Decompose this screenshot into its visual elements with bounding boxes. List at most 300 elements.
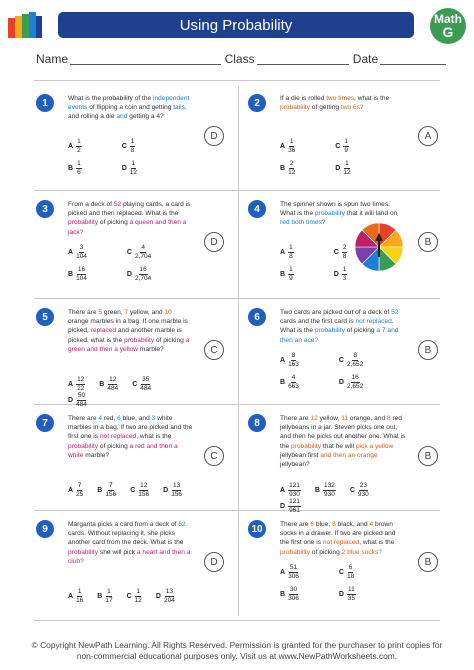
answer-option[interactable] <box>132 376 151 392</box>
page-title: Using Probability <box>58 12 414 38</box>
logo-icon <box>6 10 46 40</box>
question-number: 9 <box>36 520 54 538</box>
answer-option[interactable] <box>280 266 294 282</box>
answer-option[interactable] <box>339 374 363 390</box>
question-text <box>68 520 194 566</box>
question-text-part: probability <box>68 548 99 556</box>
answer-option[interactable] <box>68 376 85 392</box>
option-letter: B <box>280 378 286 386</box>
fraction-numerator: 12 <box>77 376 85 383</box>
answer-option[interactable] <box>280 138 295 154</box>
question-text-part: that it will land on <box>344 210 398 218</box>
question-text-part: jellybean? <box>280 461 310 469</box>
question-text-part: probability <box>280 548 311 556</box>
option-fraction <box>288 564 299 580</box>
option-letter: C <box>126 592 132 600</box>
option-letter: A <box>280 248 286 256</box>
question-text-part: , what is the <box>359 539 395 547</box>
option-letter: D <box>126 270 132 278</box>
answer-option[interactable] <box>68 160 82 176</box>
answer-option[interactable] <box>335 160 350 176</box>
question-text-part: There are <box>68 309 99 316</box>
question-text-part: black, and <box>335 521 370 528</box>
option-fraction <box>288 266 294 282</box>
answer-option[interactable] <box>122 160 137 176</box>
option-fraction <box>107 376 118 392</box>
question-text-part: marble? <box>83 451 110 459</box>
fraction-numerator: 1 <box>344 138 348 145</box>
fraction-denominator: 22 <box>77 384 85 392</box>
question-text-part: , what is the <box>136 433 172 441</box>
fraction-numerator: 35 <box>142 376 150 383</box>
fraction-numerator: 6 <box>348 564 353 571</box>
answer-options <box>280 586 410 602</box>
question-text-part: There are <box>68 415 99 422</box>
answer-option[interactable] <box>127 588 142 604</box>
question-card-6 <box>248 308 448 410</box>
question-text-part: There are <box>280 521 311 528</box>
question-text <box>280 308 406 345</box>
fraction-denominator: 306 <box>288 594 299 602</box>
option-letter: C <box>132 380 138 388</box>
question-text-part: a queen and then a jack? <box>68 219 187 236</box>
question-text-part: and then an orange <box>320 451 378 459</box>
question-text-part: , and rolling a die <box>68 104 187 121</box>
answer-options <box>68 160 198 176</box>
option-letter: D <box>163 486 169 494</box>
fraction-denominator: 9 <box>289 274 293 282</box>
question-text-part: 52 <box>391 309 399 316</box>
question-text-part: not replaced <box>322 539 360 547</box>
answer-option[interactable] <box>68 392 87 408</box>
option-fraction <box>76 244 87 260</box>
fraction-denominator: 930 <box>357 490 369 498</box>
option-letter: D <box>335 164 341 172</box>
question-text-part: jellybean first <box>280 451 321 459</box>
question-card-8 <box>248 414 448 516</box>
answer-key-circle[interactable]: B <box>418 446 438 466</box>
answer-option[interactable] <box>280 160 295 176</box>
question-text-part: of picking <box>344 327 377 335</box>
answer-option[interactable] <box>339 586 356 602</box>
class-label: Class <box>224 52 255 66</box>
option-letter: D <box>68 396 74 404</box>
question-text-part: What is the probability of the <box>68 95 154 102</box>
fraction-numerator: 132 <box>323 482 335 489</box>
option-letter: D <box>121 164 127 172</box>
option-fraction <box>135 266 151 282</box>
option-fraction <box>76 160 82 176</box>
question-text-part: , what is the <box>354 95 390 102</box>
fraction-denominator: 104 <box>76 274 87 282</box>
question-number: 6 <box>248 308 266 326</box>
answer-key-circle[interactable]: D <box>204 126 224 146</box>
fraction-numerator: 30 <box>289 586 298 593</box>
date-label: Date <box>352 52 379 66</box>
option-letter: B <box>68 164 74 172</box>
fraction-numerator: 23 <box>359 482 367 489</box>
option-fraction <box>138 482 149 498</box>
question-text-part: two times <box>326 95 355 102</box>
question-text-part: orange, and <box>348 415 387 422</box>
fraction-numerator: 3 <box>79 244 84 251</box>
fraction-denominator: 104 <box>76 252 87 260</box>
fraction-numerator: 16 <box>139 266 147 273</box>
answer-option[interactable] <box>68 266 87 282</box>
answer-option[interactable] <box>350 482 369 498</box>
question-number: 1 <box>36 94 54 112</box>
answer-option[interactable] <box>334 266 348 282</box>
fraction-denominator: 156 <box>138 490 150 498</box>
option-fraction <box>76 138 82 154</box>
question-text-part: ? <box>321 219 326 227</box>
fraction-denominator: 17 <box>105 596 113 604</box>
answer-key-circle[interactable]: D <box>204 232 224 252</box>
badge-grade: G <box>442 24 454 40</box>
question-text-part: not replaced <box>99 433 137 441</box>
fraction-numerator: 13 <box>173 482 181 489</box>
option-fraction <box>288 352 299 368</box>
option-fraction <box>76 392 87 408</box>
question-text-part: 52 <box>113 201 122 208</box>
option-fraction <box>288 244 294 260</box>
question-text-part: of picking <box>98 219 130 227</box>
fraction-numerator: 50 <box>77 392 86 399</box>
option-fraction <box>288 374 299 390</box>
question-text-part: that he will <box>321 442 356 450</box>
fraction-denominator: 156 <box>105 490 117 498</box>
fraction-numerator: 2 <box>289 160 294 167</box>
answer-option[interactable] <box>68 138 82 154</box>
option-letter: D <box>338 378 344 386</box>
fraction-denominator: 2,652 <box>346 382 364 390</box>
question-text-part: she will pick <box>98 548 137 556</box>
question-text-part: 11 <box>341 415 349 422</box>
answer-option[interactable] <box>280 352 299 368</box>
option-fraction <box>288 482 301 498</box>
option-letter: C <box>338 356 344 364</box>
answer-options <box>68 138 198 154</box>
question-text-part: green, <box>102 309 125 316</box>
answer-option[interactable] <box>280 586 299 602</box>
question-number: 10 <box>248 520 266 538</box>
question-text-part: playing cards, a card is picked and then replaced. What is the <box>68 201 191 218</box>
question-text-part: red jellybeans in a jar. Steven picks one out, and then he picks out another one. What is the <box>280 415 406 450</box>
question-text-part: 2 blue socks? <box>341 548 382 556</box>
question-text-part: 10 <box>164 309 172 316</box>
question-card-2 <box>248 94 448 196</box>
question-number: 2 <box>248 94 266 112</box>
answer-options <box>68 588 198 604</box>
answer-key-circle[interactable]: C <box>204 340 224 360</box>
question-text-part: 6 <box>310 521 315 528</box>
answer-options <box>280 352 410 368</box>
option-letter: B <box>97 592 103 600</box>
option-letter: A <box>68 592 74 600</box>
answer-option[interactable] <box>315 482 336 498</box>
fraction-numerator: 11 <box>347 586 355 593</box>
option-letter: B <box>314 486 320 494</box>
question-text-part: There are <box>280 415 311 422</box>
option-fraction <box>171 482 182 498</box>
question-card-4 <box>248 200 448 302</box>
option-letter: D <box>280 502 286 510</box>
option-letter: B <box>97 486 103 494</box>
column-divider <box>238 86 239 616</box>
question-text-part: If a die is rolled <box>280 95 327 102</box>
question-text-part: red, <box>102 415 118 422</box>
answer-option[interactable] <box>99 376 118 392</box>
option-fraction <box>323 482 336 498</box>
question-text-part: The spinner shown is spun two times. What is the <box>280 201 390 218</box>
answer-key-circle[interactable]: B <box>418 340 438 360</box>
fraction-numerator: 8 <box>353 352 357 359</box>
question-text-part: probability <box>314 327 345 335</box>
footer-line-2: non-commercial educational purposes only. Visit us at www.NewPathWorksheets.com. <box>76 651 398 661</box>
fraction-denominator: 930 <box>289 490 300 498</box>
fraction-numerator: 4 <box>291 374 296 381</box>
fraction-denominator: 156 <box>171 490 183 498</box>
answer-options <box>68 266 198 282</box>
option-letter: B <box>280 164 286 172</box>
fraction-denominator: 2,704 <box>134 274 152 282</box>
fraction-numerator: 1 <box>345 160 349 167</box>
option-letter: B <box>68 270 74 278</box>
question-text-part: yellow, and <box>128 309 165 316</box>
answer-option[interactable] <box>156 588 175 604</box>
option-fraction <box>347 564 354 580</box>
question-text-part: 4 <box>98 415 103 422</box>
fraction-numerator: 1 <box>342 266 347 273</box>
question-text-part: a 7 and then an ace? <box>280 327 399 344</box>
answer-options <box>68 482 198 498</box>
question-text-part: white marbles in a bag. If two are picked and the first one is <box>68 415 193 441</box>
option-letter: A <box>68 486 74 494</box>
answer-option[interactable] <box>339 564 354 580</box>
answer-option[interactable] <box>127 244 151 260</box>
fraction-numerator: 1 <box>289 266 293 273</box>
fraction-denominator: 12 <box>134 596 142 604</box>
option-letter: C <box>335 142 341 150</box>
answer-options <box>280 160 410 176</box>
question-text <box>280 94 406 112</box>
fraction-denominator: 12 <box>129 168 137 176</box>
question-text-part: tails <box>173 104 185 112</box>
option-fraction <box>76 482 83 498</box>
question-number: 3 <box>36 200 54 218</box>
fraction-numerator: 1 <box>107 588 111 595</box>
answer-options <box>280 482 410 514</box>
option-fraction <box>288 586 299 602</box>
answer-options <box>280 138 410 154</box>
answer-options <box>68 244 198 260</box>
answer-option[interactable] <box>334 244 348 260</box>
option-fraction <box>343 138 349 154</box>
fraction-denominator: 163 <box>288 360 299 368</box>
fraction-numerator: 121 <box>289 482 300 489</box>
option-fraction <box>342 244 348 260</box>
option-fraction <box>288 160 295 176</box>
option-fraction <box>347 352 363 368</box>
question-card-10 <box>248 520 448 622</box>
fraction-numerator: 12 <box>109 376 117 383</box>
question-text-part: independent events <box>68 95 190 112</box>
fraction-numerator: 16 <box>77 266 86 273</box>
option-fraction <box>343 160 350 176</box>
option-fraction <box>76 588 83 604</box>
answer-key-circle[interactable]: C <box>204 446 224 466</box>
fraction-numerator: 7 <box>108 482 113 489</box>
question-text-part: 52 <box>178 521 186 528</box>
answer-option[interactable] <box>339 352 363 368</box>
question-text-part: of flipping a coin and getting <box>87 104 174 112</box>
option-letter: A <box>280 568 286 576</box>
answer-option[interactable] <box>280 482 301 498</box>
question-text-part: orange marbles in a bag. If one marble is picked, <box>68 318 188 335</box>
answer-option[interactable] <box>130 482 149 498</box>
answer-option[interactable] <box>122 138 136 154</box>
fraction-denominator: 12 <box>288 168 296 176</box>
question-text-part: 8 <box>386 415 391 422</box>
subject-badge <box>430 8 466 44</box>
answer-option[interactable] <box>280 498 301 514</box>
question-text <box>68 94 194 122</box>
question-text-part: yellow, <box>317 415 342 422</box>
fraction-numerator: 12 <box>140 482 148 489</box>
question-text-part: Two cards are picked out of a deck of <box>280 309 392 316</box>
fraction-numerator: 4 <box>141 244 145 251</box>
option-letter: A <box>280 356 286 364</box>
question-text-part: a heart and then a club? <box>68 548 191 565</box>
question-text-part: blue, <box>314 521 333 528</box>
fraction-denominator: 8 <box>130 146 135 154</box>
name-label: Name <box>36 52 69 66</box>
answer-option[interactable] <box>280 564 299 580</box>
answer-option[interactable] <box>68 482 83 498</box>
row-divider <box>34 80 440 81</box>
question-text-part: of getting <box>310 104 341 112</box>
question-text-part: of picking <box>98 442 130 450</box>
option-fraction <box>105 588 112 604</box>
question-text <box>280 520 406 557</box>
fraction-denominator: 16 <box>76 596 84 604</box>
date-line[interactable] <box>380 52 446 65</box>
footer-line-1: © Copyright NewPath Learning. All Rights Reserved. Permission is granted for the purchaser to print copies for <box>31 640 443 650</box>
fraction-denominator: 2 <box>77 146 81 154</box>
fraction-numerator: 1 <box>77 588 82 595</box>
fraction-denominator: 9 <box>344 146 348 154</box>
question-text-part: probability <box>124 336 155 344</box>
fraction-numerator: 7 <box>77 482 82 489</box>
answer-option[interactable] <box>127 266 151 282</box>
question-text-part: of picking <box>310 548 342 556</box>
question-card-1 <box>36 94 236 196</box>
spinner-icon <box>354 222 404 272</box>
question-text-part: From a deck of <box>68 201 114 208</box>
question-card-3 <box>36 200 236 302</box>
option-letter: A <box>68 142 74 150</box>
option-fraction <box>288 138 295 154</box>
question-text-part: probability <box>68 219 99 227</box>
fraction-denominator: 25 <box>76 490 84 498</box>
answer-option[interactable] <box>335 138 349 154</box>
fraction-numerator: 13 <box>165 588 173 595</box>
option-fraction <box>135 588 142 604</box>
answer-key-circle[interactable]: D <box>204 552 224 572</box>
option-letter: C <box>338 568 344 576</box>
answer-key-circle[interactable]: B <box>418 232 438 252</box>
fraction-denominator: 8 <box>342 252 347 260</box>
option-fraction <box>347 374 363 390</box>
answer-option[interactable] <box>280 374 299 390</box>
question-text-part: a green and then a yellow <box>68 336 190 353</box>
answer-option[interactable] <box>97 482 116 498</box>
fraction-numerator: 1 <box>131 160 136 167</box>
option-letter: B <box>280 590 286 598</box>
answer-option[interactable] <box>97 588 112 604</box>
answer-option[interactable] <box>68 244 87 260</box>
question-card-7 <box>36 414 236 516</box>
fraction-numerator: 1 <box>289 138 294 145</box>
fraction-denominator: 961 <box>289 506 300 514</box>
question-text-part: pick a yellow <box>355 442 394 450</box>
question-number: 5 <box>36 308 54 326</box>
answer-key-circle[interactable]: A <box>418 126 438 146</box>
answer-option[interactable] <box>163 482 182 498</box>
option-letter: C <box>121 142 127 150</box>
answer-option[interactable] <box>68 588 83 604</box>
option-letter: A <box>68 248 74 256</box>
question-card-5 <box>36 308 236 410</box>
question-text-part: cards. Without replacing it, she picks another card from the deck. What is the <box>68 530 184 547</box>
fraction-denominator: 663 <box>288 382 299 390</box>
answer-options <box>68 376 198 408</box>
option-fraction <box>135 244 151 260</box>
question-card-9 <box>36 520 236 622</box>
question-text-part: 8 <box>332 521 336 528</box>
question-text-part: 5 <box>98 309 103 316</box>
class-line[interactable] <box>257 52 349 65</box>
question-text-part: not replaced <box>355 318 392 326</box>
fraction-denominator: 2,704 <box>134 252 152 260</box>
name-line[interactable] <box>70 52 221 65</box>
answer-options <box>280 564 410 580</box>
question-text-part: probability <box>280 104 311 112</box>
fraction-numerator: 51 <box>289 564 298 571</box>
fraction-denominator: 484 <box>107 384 119 392</box>
option-fraction <box>76 266 87 282</box>
option-fraction <box>358 482 369 498</box>
fraction-denominator: 12 <box>343 168 351 176</box>
option-fraction <box>140 376 151 392</box>
option-letter: A <box>68 380 74 388</box>
option-letter: A <box>280 486 286 494</box>
question-number: 4 <box>248 200 266 218</box>
answer-key-circle[interactable]: B <box>418 552 438 572</box>
question-text-part: 4 <box>369 521 374 528</box>
fraction-denominator: 930 <box>323 490 335 498</box>
fraction-denominator: 8 <box>289 252 293 260</box>
question-text <box>68 414 194 460</box>
question-text-part: brown socks in a drawer. If two are picked and the first one is <box>280 521 396 547</box>
question-text-part: getting a 4? <box>127 113 164 121</box>
question-text-part: of picking <box>154 336 186 344</box>
fraction-numerator: 16 <box>351 374 359 381</box>
fraction-denominator: 2,652 <box>346 360 364 368</box>
answer-option[interactable] <box>280 244 294 260</box>
option-fraction <box>288 498 301 514</box>
question-text-part: and <box>116 113 128 121</box>
